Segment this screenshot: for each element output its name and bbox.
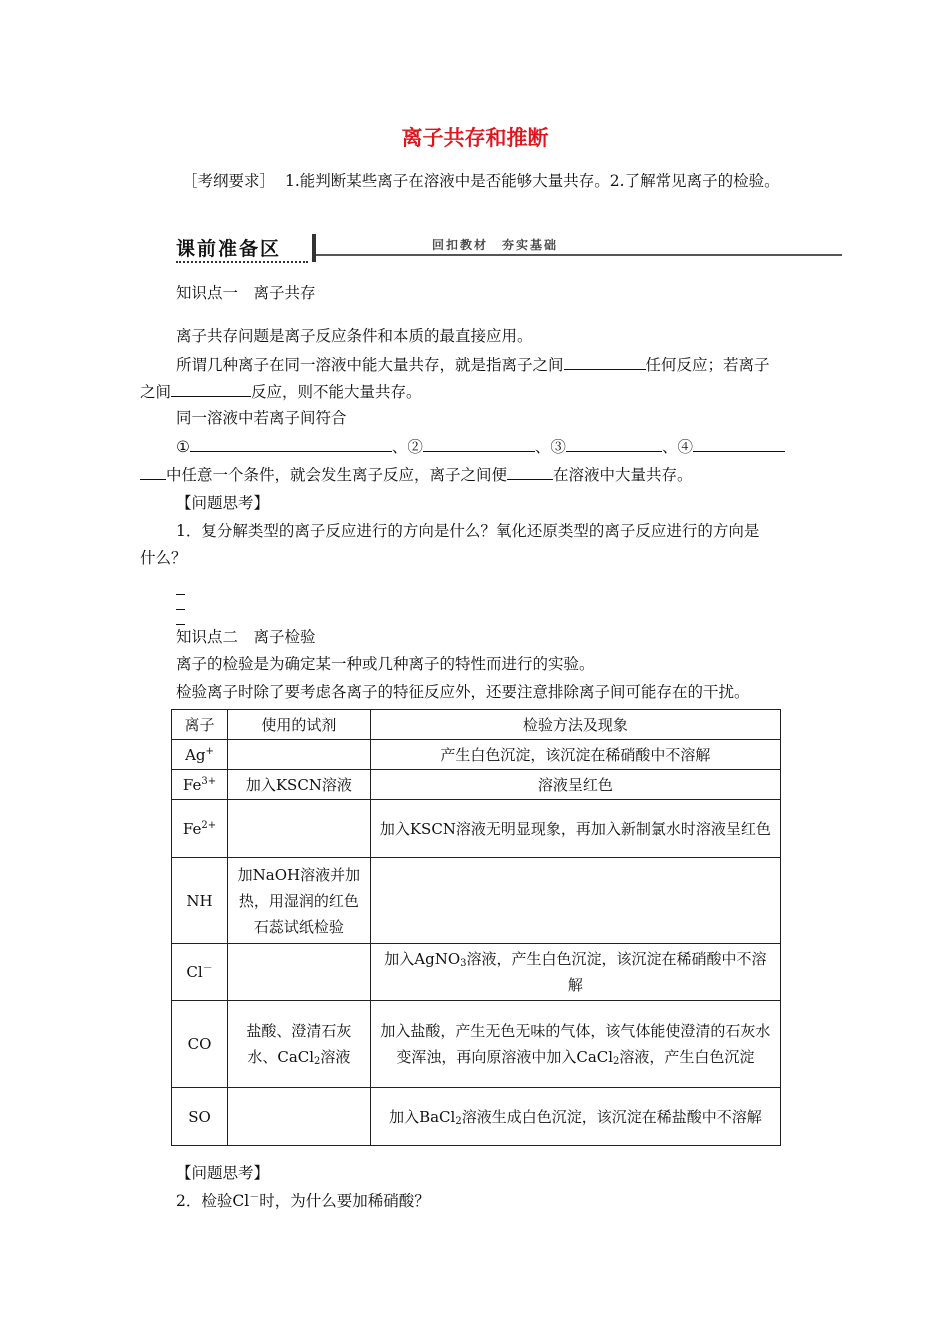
fill-blank[interactable]	[423, 433, 535, 452]
reagent-cell	[227, 944, 370, 1001]
reagent-cell: 加NaOH溶液并加热，用湿润的红色石蕊试纸检验	[227, 858, 370, 944]
page-title: 离子共存和推断	[401, 126, 549, 150]
kp1-line4: 同一溶液中若离子间符合	[176, 409, 347, 427]
kp1-line3	[140, 378, 422, 405]
ion-detection-table	[171, 709, 781, 1146]
kp1-line6	[140, 461, 693, 488]
table-row	[172, 800, 781, 858]
section-bar-divider	[312, 234, 316, 262]
reagent-cell: 加入KSCN溶液	[227, 770, 370, 800]
circle-number: 、④	[661, 438, 693, 456]
section-bar-subtitle: 回扣教材 夯实基础	[432, 238, 559, 252]
ion-cell: $Fe^{2+}$	[172, 800, 228, 858]
circle-number: ①	[176, 438, 190, 456]
section-bar-dots	[176, 261, 308, 263]
ion-cell: SO	[172, 1088, 228, 1146]
ion-cell: $Fe^{3+}$	[172, 770, 228, 800]
kp1-line2	[176, 351, 770, 378]
question-2-line1	[176, 1188, 430, 1214]
method-cell: 加入BaCl$_2$溶液生成白色沉淀，该沉淀在稀盐酸中不溶解	[370, 1088, 780, 1146]
answer-dash	[176, 609, 185, 610]
method-cell: 溶液呈红色	[370, 770, 780, 800]
fill-blank[interactable]	[564, 351, 646, 370]
question-label: 【问题思考】	[176, 1164, 270, 1182]
requirements-label: ［考纲要求］	[182, 172, 276, 190]
fill-blank[interactable]	[190, 433, 392, 452]
reagent-cell: 盐酸、澄清石灰水、CaCl$_2$溶液	[227, 1001, 370, 1088]
kp2-line2: 检验离子时除了要考虑各离子的特征反应外，还要注意排除离子间可能存在的干扰。	[176, 683, 750, 701]
question-label: 【问题思考】	[176, 494, 270, 512]
kp1-conditions	[176, 433, 785, 460]
kp1-line6-text-a: 中任意一个条件，就会发生离子反应，离子之间便	[166, 466, 508, 484]
method-cell: 产生白色沉淀，该沉淀在稀硝酸中不溶解	[370, 740, 780, 770]
fill-blank[interactable]	[140, 461, 166, 480]
reagent-cell	[227, 800, 370, 858]
question-2-text-a: 2．检验Cl	[176, 1192, 250, 1210]
section-bar-rule	[316, 254, 842, 256]
kp2-heading: 知识点二 离子检验	[176, 628, 316, 646]
method-cell	[370, 858, 780, 944]
table-row	[172, 740, 781, 770]
kp1-line2-text-a: 所谓几种离子在同一溶液中能大量共存，就是指离子之间	[176, 356, 564, 374]
ion-cell: CO	[172, 1001, 228, 1088]
kp1-line3-text-b: 反应，则不能大量共存。	[251, 383, 422, 401]
requirements-text: 1.能判断某些离子在溶液中是否能够大量共存。2.了解常见离子的检验。	[285, 172, 780, 190]
kp1-line2-text-b: 任何反应；若离子	[645, 356, 770, 374]
ion-cell: Ag+	[172, 740, 228, 770]
table-row	[172, 944, 781, 1001]
fill-blank[interactable]	[566, 433, 662, 452]
kp1-line6-text-b: 在溶液中大量共存。	[553, 466, 693, 484]
table-row	[172, 770, 781, 800]
table-header: 使用的试剂	[227, 710, 370, 740]
reagent-cell	[227, 740, 370, 770]
table-header-row	[172, 710, 781, 740]
ion-cell: NH	[172, 858, 228, 944]
kp2-line1: 离子的检验是为确定某一种或几种离子的特性而进行的实验。	[176, 655, 595, 673]
section-bar-title: 课前准备区	[176, 238, 282, 260]
question-1-line2: 什么？	[140, 549, 187, 567]
reagent-cell	[227, 1088, 370, 1146]
question-2-text-b: 时，为什么要加稀硝酸？	[259, 1192, 430, 1210]
circle-number: 、③	[534, 438, 566, 456]
answer-dash	[176, 594, 185, 595]
fill-blank[interactable]	[171, 378, 251, 397]
method-cell: 加入盐酸，产生无色无味的气体，该气体能使澄清的石灰水变浑浊，再向原溶液中加入CaCl$_2$溶液，产生白色沉淀	[370, 1001, 780, 1088]
ion-cell: Cl－	[172, 944, 228, 1001]
question-1-line1: 1．复分解类型的离子反应进行的方向是什么？氧化还原类型的离子反应进行的方向是	[176, 522, 760, 540]
method-cell: 加入AgNO$_3$溶液，产生白色沉淀，该沉淀在稀硝酸中不溶解	[370, 944, 780, 1001]
table-row	[172, 1088, 781, 1146]
question-2-charge: －	[249, 1192, 260, 1203]
table-row	[172, 858, 781, 944]
kp1-heading: 知识点一 离子共存	[176, 284, 316, 302]
table-header: 检验方法及现象	[370, 710, 780, 740]
table-header: 离子	[172, 710, 228, 740]
fill-blank[interactable]	[507, 461, 553, 480]
circle-number: 、②	[391, 438, 423, 456]
method-cell: 加入KSCN溶液无明显现象，再加入新制氯水时溶液呈红色	[370, 800, 780, 858]
fill-blank[interactable]	[693, 433, 785, 452]
kp1-line1: 离子共存问题是离子反应条件和本质的最直接应用。	[176, 327, 533, 345]
kp1-line3-text-a: 之间	[140, 383, 172, 401]
table-row	[172, 1001, 781, 1088]
exam-requirements	[182, 168, 780, 194]
